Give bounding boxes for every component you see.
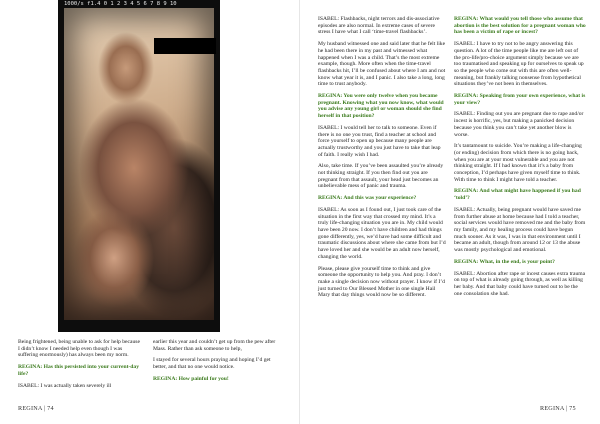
interview-question: REGINA: You were only twelve when you became pregnant. Knowing what you now know, what would you advise any young girl or woman should she find herself in that position?: [318, 93, 444, 120]
body-paragraph: ISABEL: Flashbacks, night terrors and dis-associative episodes are also normal. In extreme cases of severe stress I have what I call ‘time-travel flashbacks’.: [318, 16, 440, 36]
body-paragraph: My husband witnessed one and said later that he felt like he had been there in my past and witnessed what happened when I was a child. That’s the most extreme example, though. More often when the time-travel flashbacks hit, I’ll be confused about where I am and not know what year it is, and I panic. I also take a long, long time to trust anybody.: [318, 41, 446, 88]
photo-vignette: [64, 8, 214, 320]
body-paragraph: ISABEL: Finding out you are pregnant due to rape and/or incest is horrific, yes, but making a panicked decision because you think you can’t take yet another blow is worse.: [454, 111, 584, 138]
body-paragraph: I stayed for several hours praying and hoping I’d get better, and that no one would notice.: [153, 357, 271, 371]
interview-question: REGINA: How painful for you!: [153, 375, 229, 382]
photo-film-caption: 1000/s f1.4 0 1 2 3 4 5 6 7 8 9 10: [64, 1, 177, 7]
interview-question: REGINA: What would you tell those who assume that abortion is the best solution for a pregnant woman who has been a victim of rape or incest?: [454, 16, 586, 36]
page-footer-left: REGINA | 74: [18, 405, 54, 412]
interview-question: REGINA: What, in the end, is your point?: [454, 258, 555, 265]
right-page: [300, 0, 600, 424]
column-right-1: [318, 16, 446, 304]
body-paragraph: ISABEL: I was actually taken severely ill: [18, 382, 112, 389]
column-left-1: [18, 339, 141, 394]
body-paragraph: Please, please give yourself time to think and give someone the opportunity to help you. And pray. I don’t make a single decision now without prayer. I know if I’d just turned to Our Blessed Mother in one single Hail Mary that day things would now be so different.: [318, 265, 445, 299]
body-paragraph: Also, take time. If you’ve been assaulted you’re already not thinking straight. If you then find out you are pregnant from that assault, your head just becomes an unbelievable mess of panic and trauma.: [318, 163, 444, 190]
photo: [58, 0, 220, 332]
interview-question: REGINA: And what might have happened if you had ‘told’?: [454, 188, 581, 202]
body-paragraph: It’s tantamount to suicide. You’re making a life-changing (or ending) decision from which there is no going back, when you are at your most vulnerable and you are not thinking straight. If I had known that it’s a baby from conception, I’d perhaps have given myself time to think. With time to think I might have told a teacher.: [454, 143, 582, 183]
column-right-2: [454, 16, 586, 302]
body-paragraph: ISABEL: I would tell her to talk to someone. Even if there is no one you trust, find a teacher at school and force yourself to open up because many people are actually trustworthy and you just have to take that leap of faith. I really wish I had.: [318, 124, 441, 158]
interview-question: REGINA: Has this persisted into your current-day life?: [18, 364, 139, 377]
interview-question: REGINA: And this was your experience?: [318, 195, 417, 202]
body-paragraph: earlier this year and couldn’t get up from the pew after Mass. Rather than ask someone to help,: [153, 339, 276, 352]
body-paragraph: Being frightened, being unable to ask for help because I didn’t know I needed help even though I was suffering enormously) has always been my norm.: [18, 339, 140, 359]
censor-bar: [154, 38, 216, 54]
interview-question: REGINA: Speaking from your own experience, what is your view?: [454, 93, 586, 106]
column-left-2: [153, 339, 278, 388]
body-paragraph: ISABEL: As soon as I found out, I just took care of the situation in the first way that crossed my mind. It’s a truly life-changing situation you are in. My child would have been 20 now. I don’t have children and had things gone differently, yes, we’d have had some difficult and traumatic discussions about where she came from but I’d have loved her and she would be an adult now herself, changing the world.: [318, 206, 446, 260]
page-footer-right: REGINA | 75: [540, 405, 576, 412]
body-paragraph: ISABEL: Actually, being pregnant would have saved me from further abuse at home because had I told a teacher, social services would have removed me and the baby from my family, and my healing process could have begun much sooner. As it was, I was in that environment until I became an adult, though from around 12 or 13 the abuse was mostly psychological and emotional.: [454, 206, 586, 254]
body-paragraph: ISABEL: Abortion after rape or incest causes extra trauma on top of what is already going through, as well as killing her baby. And that baby could have turned out to be the one consolation she had.: [454, 270, 586, 297]
body-paragraph: ISABEL: I have to try not to be angry answering this question. A lot of the time people like me are left out of the pro-life/pro-choice argument simply because we are too traumatised and speaking up for ourselves to speak up so the people who come out with this are often well-meaning, but frankly talking nonsense from hypothetical situations they’ve not been in themselves.: [454, 41, 584, 88]
